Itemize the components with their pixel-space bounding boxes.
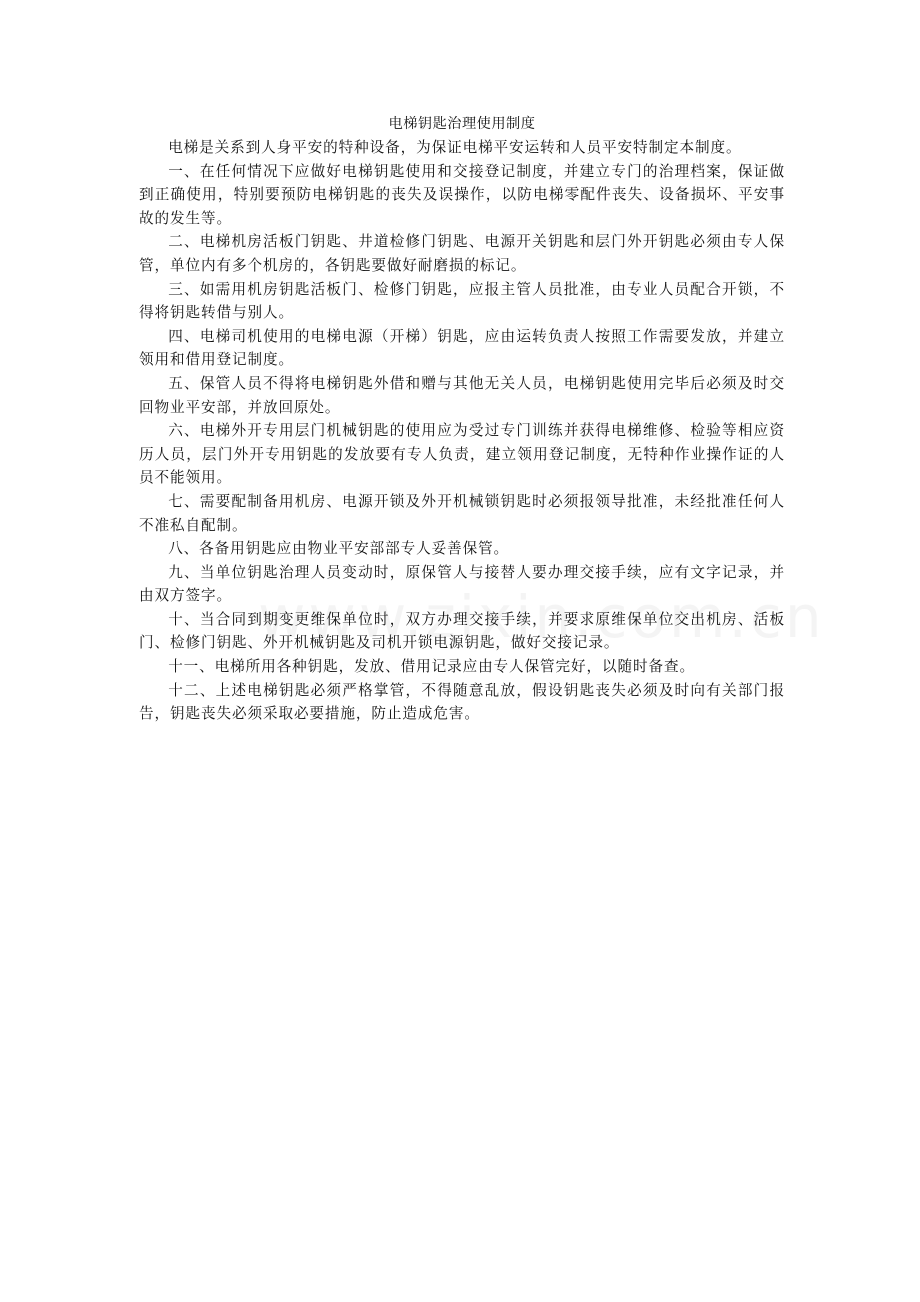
paragraph-item-5: 五、保管人员不得将电梯钥匙外借和赠与其他无关人员，电梯钥匙使用完毕后必须及时交回物业平安部，并放回原处。 bbox=[139, 374, 785, 416]
paragraph-item-8: 八、各备用钥匙应由物业平安部部专人妥善保管。 bbox=[168, 540, 510, 558]
paragraph-item-6: 六、电梯外开专用层门机械钥匙的使用应为受过专门训练并获得电梯维修、检验等相应资历人员，层门外开专用钥匙的发放要有专人负责，建立领用登记制度，无特种作业操作证的人员不能领用。 bbox=[139, 422, 785, 487]
paragraph-item-9: 九、当单位钥匙治理人员变动时，原保管人与接替人要办理交接手续，应有文字记录，并由双方签字。 bbox=[139, 563, 785, 605]
paragraph-item-1: 一、在任何情况下应做好电梯钥匙使用和交接登记制度，并建立专门的治理档案，保证做到正确使用，特别要预防电梯钥匙的丧失及误操作，以防电梯零配件丧失、设备损坏、平安事故的发生等。 bbox=[139, 162, 785, 227]
paragraph-item-11: 十一、电梯所用各种钥匙，发放、借用记录应由专人保管完好，以随时备查。 bbox=[168, 658, 695, 676]
document-title: 电梯钥匙治理使用制度 bbox=[388, 116, 536, 132]
paragraph-item-2: 二、电梯机房活板门钥匙、井道检修门钥匙、电源开关钥匙和层门外开钥匙必须由专人保管，单位内有多个机房的，各钥匙要做好耐磨损的标记。 bbox=[139, 233, 785, 274]
paragraph-intro: 电梯是关系到人身平安的特种设备，为保证电梯平安运转和人员平安特制定本制度。 bbox=[168, 139, 742, 156]
paragraph-item-10: 十、当合同到期变更维保单位时，双方办理交接手续，并要求原维保单位交出机房、活板门、检修门钥匙、外开机械钥匙及司机开锁电源钥匙，做好交接记录。 bbox=[139, 610, 785, 652]
paragraph-item-7: 七、需要配制备用机房、电源开锁及外开机械锁钥匙时必须报领导批准，未经批准任何人不准私自配制。 bbox=[139, 492, 785, 534]
paragraph-item-3: 三、如需用机房钥匙活板门、检修门钥匙，应报主管人员批准，由专业人员配合开锁，不得将钥匙转借与别人。 bbox=[139, 280, 785, 322]
paragraph-item-12: 十二、上述电梯钥匙必须严格掌管，不得随意乱放，假设钥匙丧失必须及时向有关部门报告，钥匙丧失必须采取必要措施，防止造成危害。 bbox=[139, 681, 785, 723]
paragraph-item-4: 四、电梯司机使用的电梯电源（开梯）钥匙，应由运转负责人按照工作需要发放，并建立领用和借用登记制度。 bbox=[139, 327, 785, 369]
document-page bbox=[139, 112, 785, 726]
